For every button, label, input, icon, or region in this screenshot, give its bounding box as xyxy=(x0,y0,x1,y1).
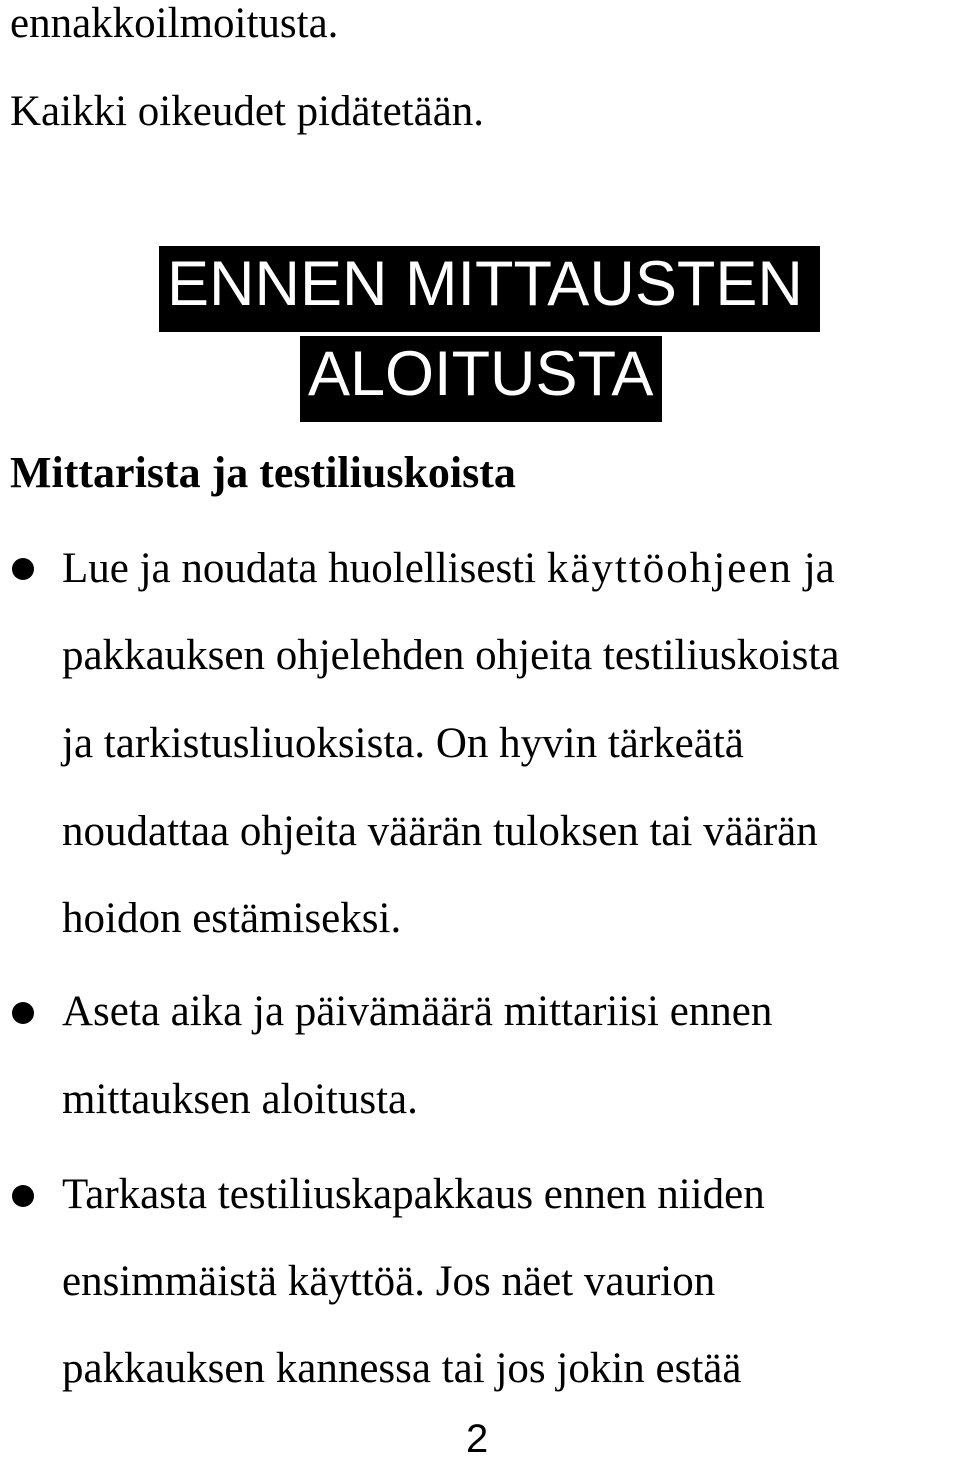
text-line: ennakkoilmoitusta. xyxy=(10,0,339,47)
bullet-2-line-2: mittauksen aloitusta. xyxy=(62,1076,418,1123)
section-heading-text-1: ENNEN MITTAUSTEN xyxy=(167,249,803,319)
text-segment: ja xyxy=(792,545,835,592)
bullet-1-line-4: noudattaa ohjeita väärän tuloksen tai väärän xyxy=(62,808,818,855)
bullet-1-line-5: hoidon estämiseksi. xyxy=(62,895,402,942)
text-segment-spaced: käyttöohjeen xyxy=(546,545,793,592)
page-number: 2 xyxy=(466,1417,489,1461)
text-segment: Lue ja noudata huolellisesti xyxy=(62,545,547,592)
bullet-2-line-1: Aseta aika ja päivämäärä mittariisi ennen xyxy=(62,988,773,1035)
bullet-icon xyxy=(12,1185,34,1207)
bullet-3-line-3: pakkauksen kannessa tai jos jokin estää xyxy=(62,1345,742,1392)
section-heading-line-2 xyxy=(300,336,662,422)
bullet-3-line-1: Tarkasta testiliuskapakkaus ennen niiden xyxy=(62,1171,765,1218)
bullet-3-line-2: ensimmäistä käyttöä. Jos näet vaurion xyxy=(62,1258,716,1305)
section-heading-line-1 xyxy=(159,246,820,332)
section-heading-text-2: ALOITUSTA xyxy=(308,339,654,409)
subheading: Mittarista ja testiliuskoista xyxy=(10,448,516,497)
bullet-icon xyxy=(12,1002,34,1024)
copyright-line: Kaikki oikeudet pidätetään. xyxy=(10,88,485,135)
bullet-1-line-2: pakkauksen ohjelehden ohjeita testiliuskoista xyxy=(62,632,840,679)
bullet-1-line-3: ja tarkistusliuoksista. On hyvin tärkeätä xyxy=(62,720,744,767)
bullet-icon xyxy=(12,558,34,580)
bullet-1-line-1 xyxy=(62,543,835,595)
